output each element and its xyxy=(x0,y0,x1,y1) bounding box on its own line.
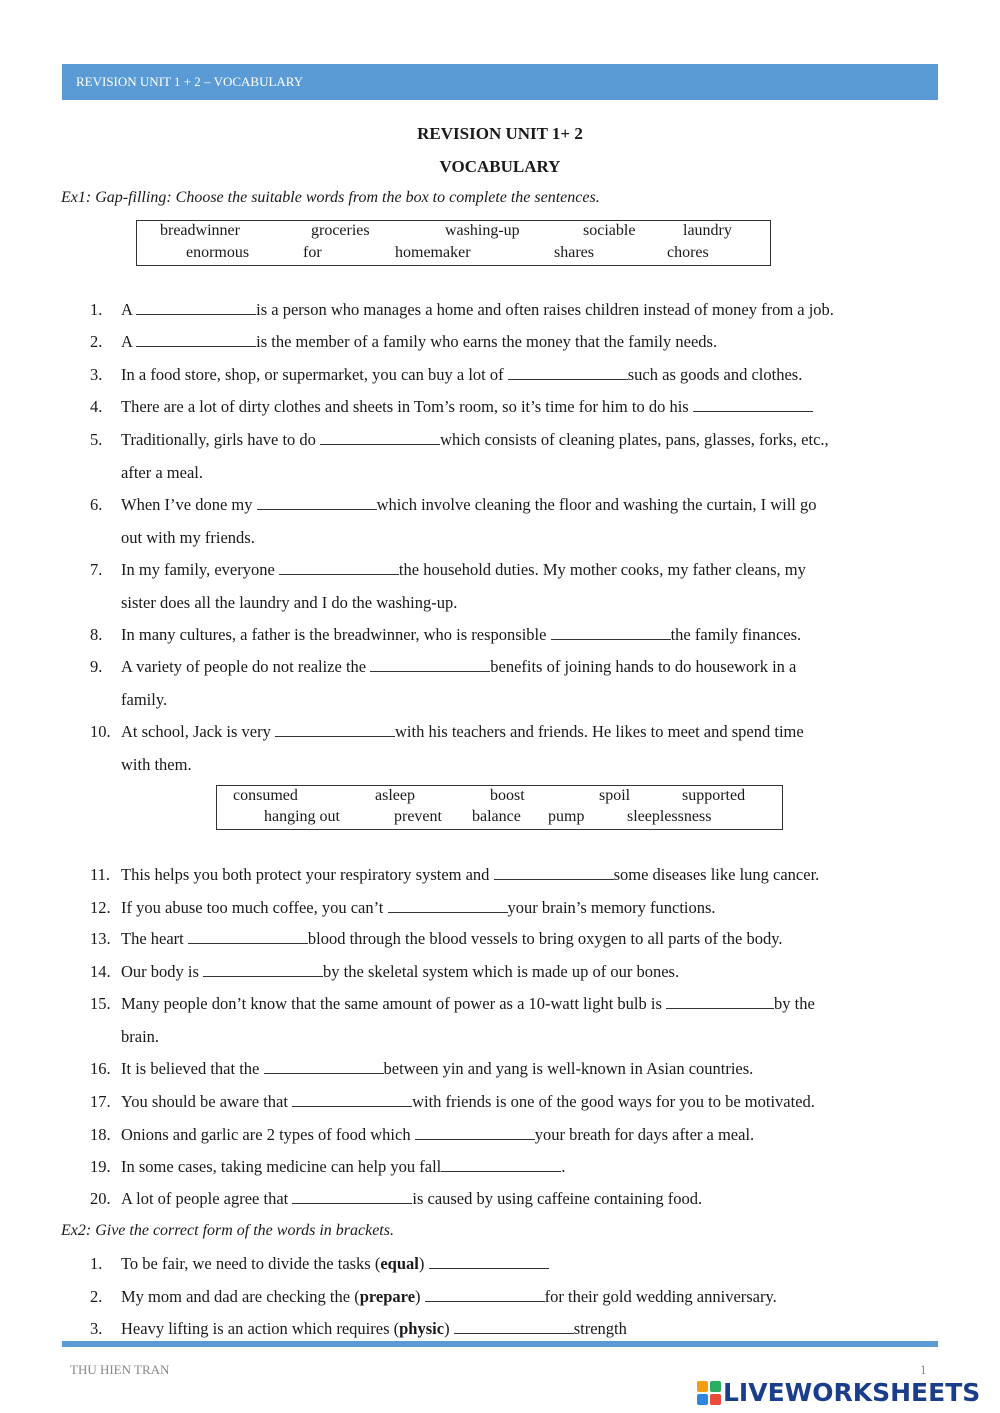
item-text: In many cultures, a father is the breadwinner, who is responsible xyxy=(121,625,551,644)
item-number: 2. xyxy=(90,1287,103,1306)
page-number: 1 xyxy=(920,1362,927,1377)
answer-blank[interactable] xyxy=(551,625,671,640)
word-box-item: enormous xyxy=(186,244,250,261)
item-number: 1. xyxy=(90,300,103,319)
item-number: 11. xyxy=(90,865,111,884)
item-text: A variety of people do not realize the xyxy=(121,657,371,676)
item-text: In my family, everyone xyxy=(121,560,279,579)
item-text: with his teachers and friends. He likes to meet and spend time xyxy=(394,722,804,741)
item-text: after a meal. xyxy=(121,463,203,482)
item-text: It is believed that the xyxy=(121,1059,264,1078)
word-box-item: chores xyxy=(667,244,709,261)
item-text: You should be aware that xyxy=(121,1092,293,1111)
item-number: 3. xyxy=(90,1319,103,1338)
item-text: by the xyxy=(774,994,815,1013)
answer-blank[interactable] xyxy=(425,1287,545,1302)
item-text: the household duties. My mother cooks, my father cleans, my xyxy=(398,560,806,579)
ex1-instruction: Ex1: Gap-filling: Choose the suitable words from the box to complete the sentences. xyxy=(61,189,600,206)
item-text: Heavy lifting is an action which requires ( xyxy=(121,1319,400,1338)
item-number: 9. xyxy=(90,657,103,676)
footer-author: THU HIEN TRAN xyxy=(70,1362,170,1377)
word-box-item: supported xyxy=(682,787,746,804)
answer-blank[interactable] xyxy=(292,1092,412,1107)
answer-blank[interactable] xyxy=(441,1157,561,1172)
page-title: REVISION UNIT 1+ 2 xyxy=(417,124,583,143)
item-text: which consists of cleaning plates, pans, glasses, forks, etc., xyxy=(440,430,829,449)
word-box-item: groceries xyxy=(311,222,370,239)
item-text: ) xyxy=(418,1254,429,1273)
item-text: your breath for days after a meal. xyxy=(534,1125,755,1144)
item-text: for their gold wedding anniversary. xyxy=(544,1287,777,1306)
header-band: REVISION UNIT 1 + 2 – VOCABULARY xyxy=(62,64,938,100)
item-text: Our body is xyxy=(121,962,204,981)
answer-blank[interactable] xyxy=(257,495,377,510)
item-number: 10. xyxy=(90,722,111,741)
liveworksheets-logo-icon xyxy=(697,1381,721,1405)
word-box-item: asleep xyxy=(375,787,415,804)
page-subtitle: VOCABULARY xyxy=(439,157,561,176)
item-number: 17. xyxy=(90,1092,111,1111)
item-text: such as goods and clothes. xyxy=(627,365,803,384)
item-text: To be fair, we need to divide the tasks ( xyxy=(121,1254,381,1273)
answer-blank[interactable] xyxy=(370,657,490,672)
item-text: the family finances. xyxy=(670,625,802,644)
item-text: A xyxy=(121,300,137,319)
item-text: with friends is one of the good ways for you to be motivated. xyxy=(412,1092,815,1111)
bracket-word: physic xyxy=(399,1319,445,1338)
item-text: brain. xyxy=(121,1027,160,1046)
answer-blank[interactable] xyxy=(666,994,774,1009)
word-box-2 xyxy=(216,785,783,830)
answer-blank[interactable] xyxy=(136,300,256,315)
item-text: A lot of people agree that xyxy=(121,1189,293,1208)
item-text: by the skeletal system which is made up of our bones. xyxy=(323,962,680,981)
item-text: is caused by using caffeine containing food. xyxy=(412,1189,703,1208)
word-box-item: hanging out xyxy=(264,808,340,825)
item-text: Traditionally, girls have to do xyxy=(121,430,321,449)
word-box-1 xyxy=(136,220,771,266)
word-box-item: spoil xyxy=(599,787,631,804)
word-box-item: shares xyxy=(554,244,594,261)
item-text: between yin and yang is well-known in Asian countries. xyxy=(383,1059,754,1078)
item-number: 19. xyxy=(90,1157,111,1176)
item-number: 13. xyxy=(90,929,111,948)
word-box-item: balance xyxy=(472,808,521,825)
item-number: 18. xyxy=(90,1125,111,1144)
item-number: 16. xyxy=(90,1059,111,1078)
word-box-item: consumed xyxy=(233,787,298,804)
word-box-item: prevent xyxy=(394,808,442,825)
item-text: At school, Jack is very xyxy=(121,722,275,741)
word-box-item: laundry xyxy=(683,222,732,239)
answer-blank[interactable] xyxy=(203,962,323,977)
word-box-item: homemaker xyxy=(395,244,471,261)
answer-blank[interactable] xyxy=(320,430,440,445)
item-text: If you abuse too much coffee, you can’t xyxy=(121,898,388,917)
item-text: with them. xyxy=(121,755,192,774)
ex2-instruction: Ex2: Give the correct form of the words in brackets. xyxy=(61,1222,394,1239)
word-box-item: washing-up xyxy=(445,222,520,239)
answer-blank[interactable] xyxy=(279,560,399,575)
answer-blank[interactable] xyxy=(693,397,813,412)
answer-blank[interactable] xyxy=(508,365,628,380)
item-text: some diseases like lung cancer. xyxy=(613,865,820,884)
item-number: 8. xyxy=(90,625,103,644)
word-box-item: boost xyxy=(490,787,525,804)
item-number: 4. xyxy=(90,397,103,416)
item-text: In some cases, taking medicine can help you fall xyxy=(121,1157,442,1176)
item-number: 20. xyxy=(90,1189,111,1208)
item-number: 3. xyxy=(90,365,103,384)
item-text: which involve cleaning the floor and washing the curtain, I will go xyxy=(376,495,817,514)
item-text: ) xyxy=(415,1287,425,1306)
item-text: . xyxy=(561,1157,566,1176)
bracket-word: equal xyxy=(380,1254,419,1273)
word-box-item: breadwinner xyxy=(160,222,240,239)
item-text: out with my friends. xyxy=(121,528,255,547)
answer-blank[interactable] xyxy=(292,1189,412,1204)
answer-blank[interactable] xyxy=(264,1059,384,1074)
answer-blank[interactable] xyxy=(429,1254,549,1269)
item-number: 15. xyxy=(90,994,111,1013)
item-text: is the member of a family who earns the money that the family needs. xyxy=(256,332,718,351)
footer-rule xyxy=(62,1341,938,1347)
item-text: In a food store, shop, or supermarket, you can buy a lot of xyxy=(121,365,508,384)
answer-blank[interactable] xyxy=(388,898,508,913)
answer-blank[interactable] xyxy=(494,865,614,880)
answer-blank[interactable] xyxy=(415,1125,535,1140)
item-text: The heart xyxy=(121,929,188,948)
answer-blank[interactable] xyxy=(454,1319,574,1334)
answer-blank[interactable] xyxy=(136,332,256,347)
answer-blank[interactable] xyxy=(188,929,308,944)
item-number: 2. xyxy=(90,332,103,351)
item-text: family. xyxy=(121,690,168,709)
item-text: Onions and garlic are 2 types of food which xyxy=(121,1125,415,1144)
word-box-item: for xyxy=(303,244,322,261)
item-text: strength xyxy=(573,1319,627,1338)
word-box-item: sociable xyxy=(583,222,636,239)
item-text: A xyxy=(121,332,137,351)
item-text: blood through the blood vessels to bring oxygen to all parts of the body. xyxy=(307,929,783,948)
bracket-word: prepare xyxy=(359,1287,416,1306)
item-number: 7. xyxy=(90,560,103,579)
word-box-item: pump xyxy=(548,808,585,825)
answer-blank[interactable] xyxy=(275,722,395,737)
item-text: Many people don’t know that the same amount of power as a 10-watt light bulb is xyxy=(121,994,667,1013)
item-text: ) xyxy=(444,1319,454,1338)
word-box-item: sleeplessness xyxy=(627,808,712,825)
item-text: is a person who manages a home and often raises children instead of money from a job. xyxy=(256,300,834,319)
item-number: 1. xyxy=(90,1254,103,1273)
item-number: 12. xyxy=(90,898,111,917)
item-text: your brain’s memory functions. xyxy=(507,898,716,917)
item-text: When I’ve done my xyxy=(121,495,257,514)
item-text: There are a lot of dirty clothes and sheets in Tom’s room, so it’s time for him to do his xyxy=(121,397,693,416)
item-text: benefits of joining hands to do housework in a xyxy=(490,657,797,676)
liveworksheets-logo-text: LIVEWORKSHEETS xyxy=(723,1378,981,1407)
item-number: 14. xyxy=(90,962,111,981)
item-text: My mom and dad are checking the ( xyxy=(121,1287,360,1306)
item-text: This helps you both protect your respiratory system and xyxy=(121,865,494,884)
item-text: sister does all the laundry and I do the washing-up. xyxy=(121,593,458,612)
item-number: 6. xyxy=(90,495,103,514)
item-number: 5. xyxy=(90,430,103,449)
